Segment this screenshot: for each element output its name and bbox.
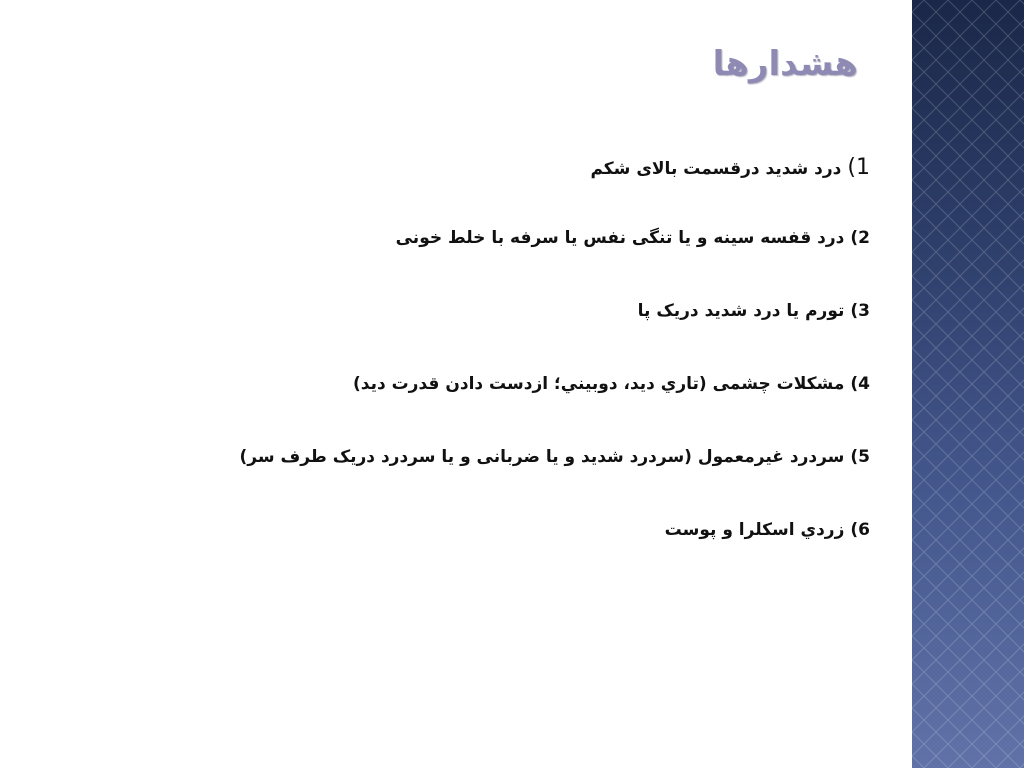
item-number: 6) [850, 520, 870, 540]
item-text: درد شدید درقسمت بالای شکم [590, 159, 842, 179]
item-number: 4) [850, 374, 870, 394]
item-text: سردرد غیرمعمول (سردرد شدید و یا ضربانی و یا سردرد دریک طرف سر) [239, 447, 845, 467]
item-number: 2) [850, 228, 870, 248]
slide-title: هشدارها [712, 44, 858, 84]
diamond-pattern-icon [912, 0, 1024, 768]
item-number: 3) [850, 301, 870, 321]
warning-list [170, 155, 870, 593]
list-item [170, 155, 870, 228]
decorative-side-band [912, 0, 1024, 768]
item-text: مشکلات چشمی (تاري دید، دوبيني؛ ازدست دادن قدرت دید) [352, 374, 845, 394]
list-item [170, 301, 870, 374]
item-text: تورم یا درد شدید دریک پا [637, 301, 845, 321]
item-text: درد قفسه سینه و یا تنگی نفس یا سرفه با خلط خونی [395, 228, 845, 248]
list-item [170, 228, 870, 301]
item-number: 5) [850, 447, 870, 467]
item-number: 1) [847, 155, 870, 180]
list-item [170, 447, 870, 520]
item-text: زردي اسکلرا و پوست [664, 520, 845, 540]
list-item [170, 374, 870, 447]
list-item [170, 520, 870, 593]
